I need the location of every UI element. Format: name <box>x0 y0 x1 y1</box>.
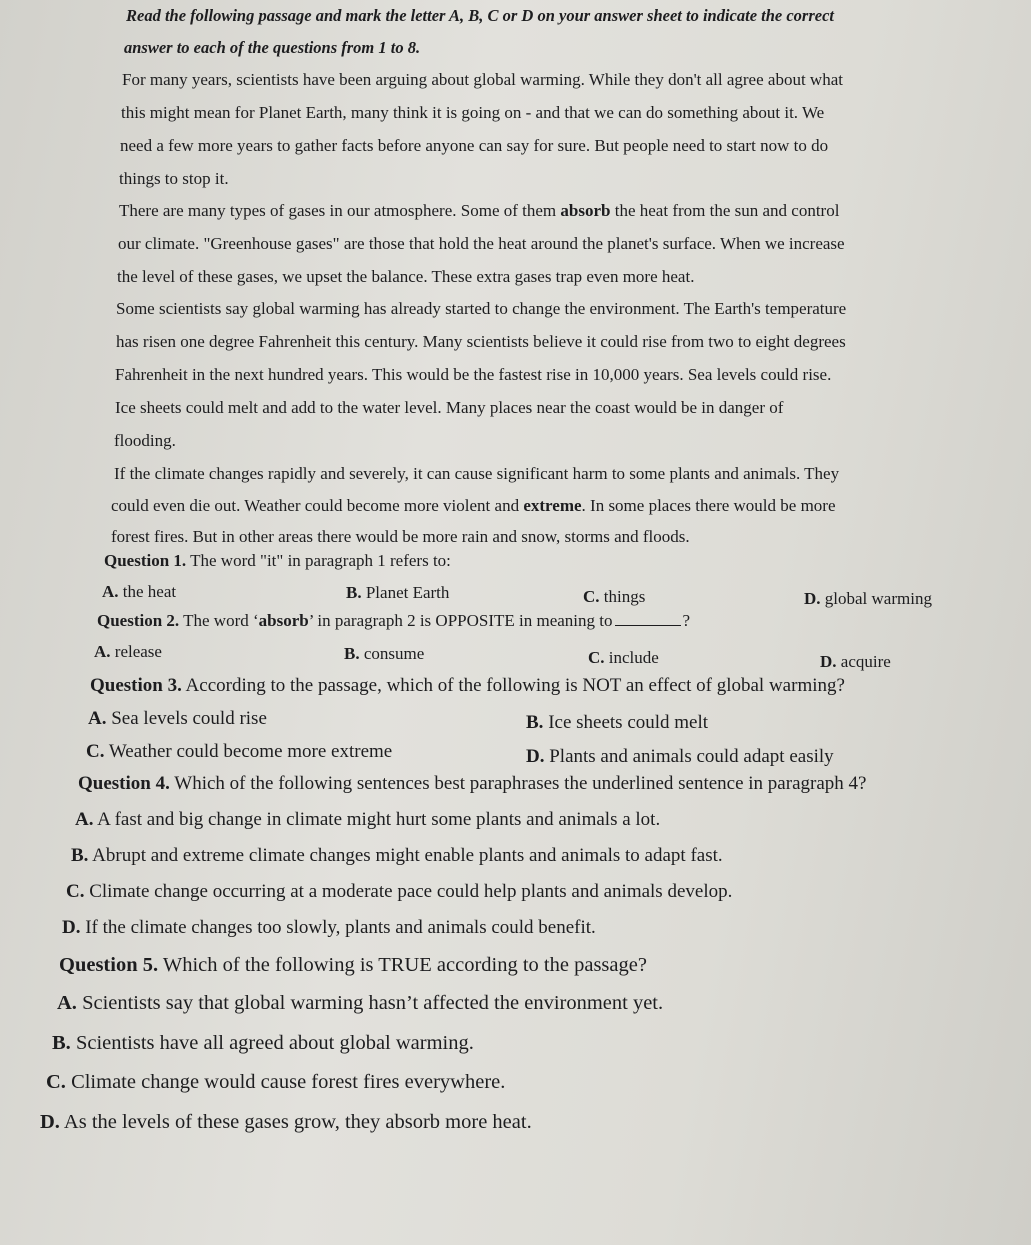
option-letter: A. <box>102 582 119 601</box>
option-text: As the levels of these gases grow, they absorb more heat. <box>59 1111 532 1133</box>
passage-p2-line-1 <box>119 202 839 219</box>
option-letter: B. <box>346 583 362 602</box>
question-3-option-a[interactable] <box>88 709 267 728</box>
passage-p3-line-1: Some scientists say global warming has already started to change the environment. The Earth's temperature <box>116 299 847 318</box>
question-1-option-b[interactable] <box>346 584 449 601</box>
question-4-option-a[interactable] <box>75 810 660 829</box>
passage-word-extreme: extreme <box>523 496 582 515</box>
question-3-option-d[interactable] <box>526 747 834 766</box>
question-1-option-d[interactable] <box>804 590 932 607</box>
passage-p3-line-5: flooding. <box>114 431 176 450</box>
option-text: Abrupt and extreme climate changes might enable plants and animals to adapt fast. <box>88 845 723 866</box>
question-2-word-absorb: absorb <box>258 611 309 630</box>
option-letter: A. <box>88 708 107 729</box>
option-letter: C. <box>583 587 600 606</box>
question-4-text: Which of the following sentences best paraphrases the underlined sentence in paragraph 4? <box>169 773 867 794</box>
option-text: include <box>604 648 659 667</box>
option-letter: C. <box>86 741 105 762</box>
option-text: Climate change would cause forest fires everywhere. <box>65 1071 506 1093</box>
answer-blank <box>615 624 681 626</box>
passage-p2-line-1-pre: There are many types of gases in our atmosphere. Some of them <box>119 201 561 220</box>
question-1-option-c[interactable] <box>583 588 645 605</box>
passage-p4-line-1: If the climate changes rapidly and severely, it can cause significant harm to some plants and animals. They <box>114 464 840 483</box>
option-letter: D. <box>62 917 81 938</box>
option-text: Plants and animals could adapt easily <box>544 746 834 767</box>
passage-p1-line-2: this might mean for Planet Earth, many think it is going on - and that we can do something about it. We <box>121 103 825 122</box>
option-letter: C. <box>66 881 85 902</box>
passage-p3-line-4: Ice sheets could melt and add to the water level. Many places near the coast would be in danger of <box>115 398 784 417</box>
option-text: Scientists say that global warming hasn’t affected the environment yet. <box>76 992 664 1014</box>
option-letter: B. <box>71 845 89 866</box>
question-1-text: The word "it" in paragraph 1 refers to: <box>186 551 451 570</box>
question-2-text-end: ? <box>682 611 691 630</box>
question-2-text-post: ’ in paragraph 2 is OPPOSITE in meaning to <box>308 611 613 630</box>
question-5-option-a[interactable] <box>57 993 663 1014</box>
question-5-option-c[interactable] <box>46 1072 505 1093</box>
instructions-line-2: answer to each of the questions from 1 to 8. <box>124 38 421 57</box>
question-4-option-c[interactable] <box>66 882 732 901</box>
option-letter: B. <box>52 1032 71 1054</box>
option-text: Weather could become more extreme <box>104 741 393 762</box>
option-letter: C. <box>588 648 605 667</box>
instructions-line-1: Read the following passage and mark the letter A, B, C or D on your answer sheet to indicate the correct <box>126 6 835 25</box>
option-text: release <box>110 642 162 661</box>
question-4-stem <box>78 774 866 793</box>
option-letter: D. <box>526 746 545 767</box>
passage-p2-line-1-post: the heat from the sun and control <box>610 201 840 220</box>
option-text: Planet Earth <box>361 583 450 602</box>
question-4-label: Question 4. <box>78 773 170 794</box>
option-text: If the climate changes too slowly, plants and animals could benefit. <box>80 917 596 938</box>
question-3-stem <box>90 676 845 695</box>
passage-p4-line-2 <box>111 497 836 514</box>
question-5-text: Which of the following is TRUE according to the passage? <box>158 954 647 976</box>
option-text: consume <box>359 644 425 663</box>
question-3-option-c[interactable] <box>86 742 392 761</box>
question-2-stem <box>97 612 690 629</box>
option-letter: D. <box>804 589 821 608</box>
question-5-option-b[interactable] <box>52 1033 474 1054</box>
question-4-option-d[interactable] <box>62 918 596 937</box>
question-3-option-b[interactable] <box>526 713 708 732</box>
passage-p4-line-2-post: . In some places there would be more <box>581 496 836 515</box>
question-2-option-a[interactable] <box>94 643 162 660</box>
question-2-option-c[interactable] <box>588 649 659 666</box>
option-text: things <box>599 587 646 606</box>
option-text: the heat <box>118 582 177 601</box>
option-letter: D. <box>40 1111 60 1133</box>
question-5-stem <box>59 955 647 976</box>
passage-p1-line-3: need a few more years to gather facts before anyone can say for sure. But people need to start now to do <box>120 136 829 155</box>
passage-p3-line-2: has risen one degree Fahrenheit this century. Many scientists believe it could rise from two to eight degrees <box>116 332 846 351</box>
option-text: global warming <box>820 589 932 608</box>
option-letter: C. <box>46 1071 66 1093</box>
question-1-label: Question 1. <box>104 551 187 570</box>
passage-p2-line-2: our climate. "Greenhouse gases" are those that hold the heat around the planet's surface. When we increase <box>118 234 845 253</box>
option-text: Climate change occurring at a moderate pace could help plants and animals develop. <box>84 881 733 902</box>
option-letter: A. <box>94 642 111 661</box>
option-text: Scientists have all agreed about global warming. <box>70 1032 474 1054</box>
passage-p1-line-1: For many years, scientists have been arguing about global warming. While they don't all agree about what <box>122 70 843 89</box>
passage-p4-line-2-pre: could even die out. Weather could become more violent and <box>111 496 524 515</box>
option-text: A fast and big change in climate might hurt some plants and animals a lot. <box>93 809 661 830</box>
question-3-label: Question 3. <box>90 675 182 696</box>
question-3-text: According to the passage, which of the following is NOT an effect of global warming? <box>181 675 845 696</box>
question-2-option-b[interactable] <box>344 645 424 662</box>
question-2-text-pre: The word ‘ <box>179 611 259 630</box>
question-1-stem <box>104 552 451 569</box>
passage-p3-line-3: Fahrenheit in the next hundred years. This would be the fastest rise in 10,000 years. Sea levels could rise. <box>115 365 832 384</box>
question-2-option-d[interactable] <box>820 653 891 670</box>
question-4-option-b[interactable] <box>71 846 723 865</box>
option-text: acquire <box>836 652 891 671</box>
option-letter: D. <box>820 652 837 671</box>
question-2-label: Question 2. <box>97 611 180 630</box>
option-text: Ice sheets could melt <box>543 712 709 733</box>
option-letter: A. <box>57 992 77 1014</box>
passage-p1-line-4: things to stop it. <box>119 169 229 188</box>
passage-word-absorb: absorb <box>560 201 611 220</box>
passage-p4-line-3: forest fires. But in other areas there would be more rain and snow, storms and floods. <box>111 527 690 546</box>
option-letter: B. <box>344 644 360 663</box>
passage-p2-line-3: the level of these gases, we upset the balance. These extra gases trap even more heat. <box>117 267 695 286</box>
option-letter: A. <box>75 809 94 830</box>
option-text: Sea levels could rise <box>106 708 267 729</box>
question-5-label: Question 5. <box>59 954 159 976</box>
question-1-option-a[interactable] <box>102 583 176 600</box>
question-5-option-d[interactable] <box>40 1112 532 1133</box>
option-letter: B. <box>526 712 544 733</box>
